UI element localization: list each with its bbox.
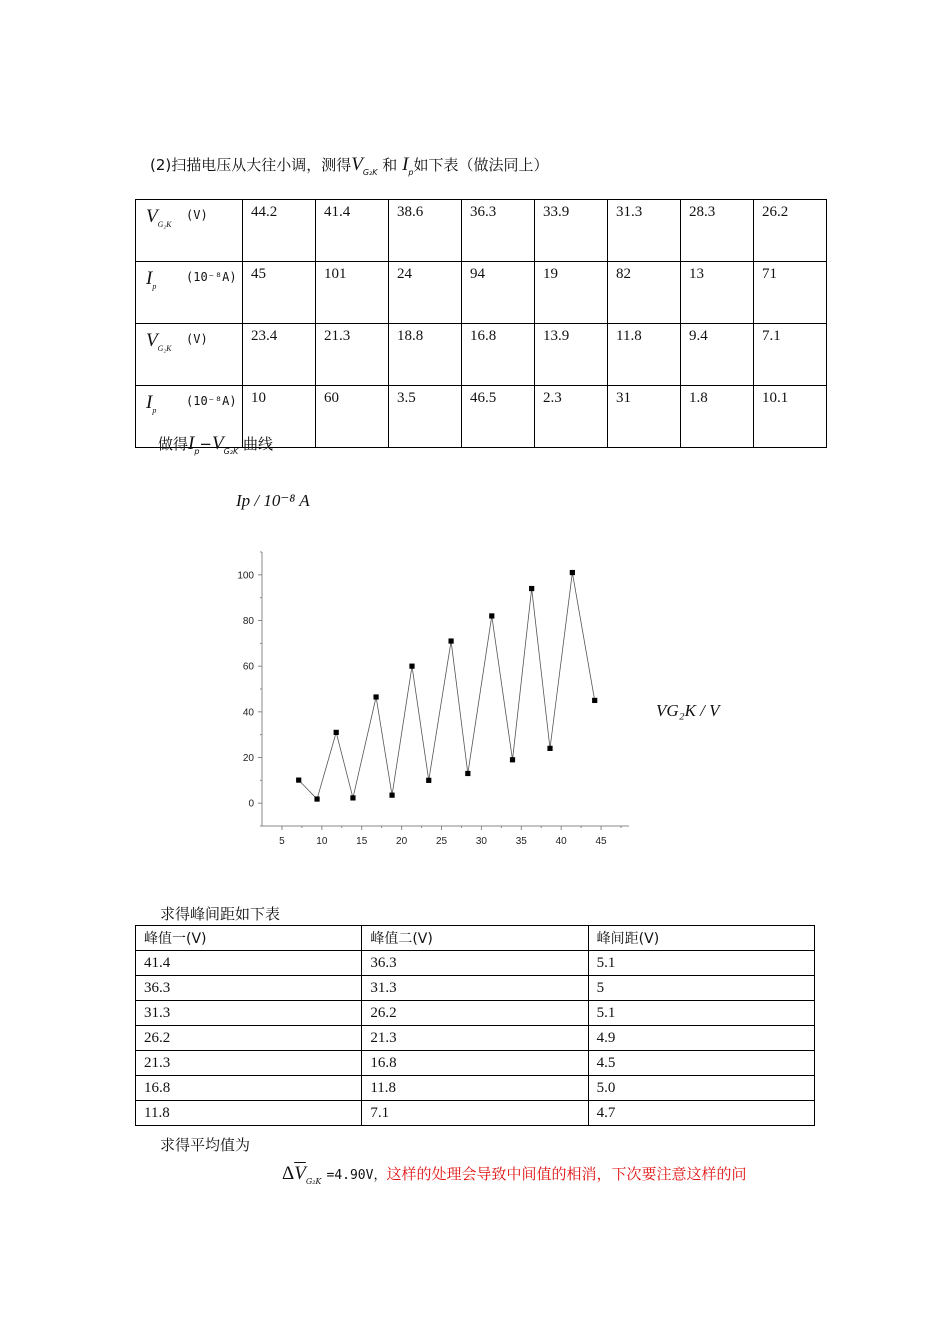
table-cell: 26.2 — [362, 1001, 588, 1026]
y-tick-label: 40 — [242, 707, 254, 719]
x-tick-label: 30 — [475, 836, 487, 847]
table-cell: 101 — [316, 262, 389, 324]
average-v-sub: G₂K — [305, 1177, 322, 1186]
y-tick-label: 100 — [237, 570, 254, 582]
table-cell: 45 — [243, 262, 316, 324]
data-point — [448, 638, 453, 643]
table-row — [136, 1026, 815, 1051]
table-cell: 13.9 — [535, 324, 608, 386]
curve-caption-prefix: 做得 — [158, 435, 189, 453]
intro-prefix: (2)扫描电压从大往小调，测得 — [150, 156, 352, 174]
table-cell: 1.8 — [681, 386, 754, 448]
table-cell: 11.8 — [608, 324, 681, 386]
data-point — [350, 795, 355, 800]
table-row — [136, 1001, 815, 1026]
data-point — [409, 664, 414, 669]
y-tick-label: 20 — [242, 753, 254, 764]
table-cell: 11.8 — [136, 1101, 362, 1126]
table-cell: 36.3 — [362, 951, 588, 976]
x-tick-label: 15 — [356, 836, 368, 847]
table-cell: 16.8 — [462, 324, 535, 386]
table-cell: 19 — [535, 262, 608, 324]
x-tick-label: 5 — [279, 836, 285, 847]
curve-i-symbol: I — [188, 433, 195, 454]
data-point — [489, 613, 494, 618]
table-cell: 26.2 — [754, 200, 827, 262]
table-cell: 10.1 — [754, 386, 827, 448]
intro-suffix: 如下表（做法同上） — [413, 156, 549, 174]
average-caption: 求得平均值为 — [160, 1136, 251, 1154]
table-row — [136, 951, 815, 976]
average-v-symbol: $\overline{V}$ — [294, 1163, 306, 1184]
table-cell: 31.3 — [136, 1001, 362, 1026]
data-point — [529, 586, 534, 591]
table-cell: 38.6 — [389, 200, 462, 262]
average-line — [282, 1163, 746, 1185]
table-cell: 7.1 — [754, 324, 827, 386]
data-point — [334, 730, 339, 735]
data-point — [592, 698, 597, 703]
data-point — [314, 796, 319, 801]
intro-v-symbol: V — [351, 154, 363, 175]
table-cell: 18.8 — [389, 324, 462, 386]
y-axis-label: Ip / 10⁻⁸ A — [236, 491, 310, 510]
table-cell: 82 — [608, 262, 681, 324]
data-point — [510, 757, 515, 762]
row-header: $I_p$ (10⁻⁸A) — [136, 386, 243, 448]
curve-i-sub: p — [194, 447, 200, 456]
table-cell: 21.3 — [136, 1051, 362, 1076]
curve-v-symbol: V — [212, 433, 224, 454]
y-tick-label: 80 — [242, 616, 254, 627]
intro-i-sub: p — [408, 168, 414, 177]
curve-v-sub: G₂K — [223, 447, 239, 456]
intro-and: 和 — [382, 156, 398, 174]
table-cell: 31 — [608, 386, 681, 448]
table-cell: 36.3 — [462, 200, 535, 262]
intro-v-sub: G₂K — [362, 168, 378, 177]
table-cell: 4.9 — [588, 1026, 814, 1051]
curve-caption-suffix: 曲线 — [243, 435, 274, 453]
row-header: $V_{G_2K}$ (V) — [136, 200, 243, 262]
table-cell: 16.8 — [362, 1051, 588, 1076]
peak-caption: 求得峰间距如下表 — [160, 905, 281, 923]
y-tick-label: 0 — [248, 798, 254, 810]
table-cell: 94 — [462, 262, 535, 324]
chart-series — [296, 570, 597, 802]
peak-table — [135, 925, 815, 1126]
table-cell: 13 — [681, 262, 754, 324]
intro-i-symbol: I — [402, 154, 409, 175]
table-cell: 71 — [754, 262, 827, 324]
row-header: $I_p$ (10⁻⁸A) — [136, 262, 243, 324]
x-tick-label: 45 — [595, 836, 607, 847]
table-cell: 41.4 — [136, 951, 362, 976]
curve-dash: − — [199, 435, 212, 453]
table-cell: 5.1 — [588, 1001, 814, 1026]
table-cell: 21.3 — [362, 1026, 588, 1051]
table-cell: 36.3 — [136, 976, 362, 1001]
average-value: =4.90V， — [326, 1168, 387, 1183]
table-cell: 44.2 — [243, 200, 316, 262]
table-cell: 10 — [243, 386, 316, 448]
x-axis-label: VG₂K / V — [656, 701, 720, 720]
table-cell: 33.9 — [535, 200, 608, 262]
chart-axes — [262, 552, 629, 826]
table-cell: 23.4 — [243, 324, 316, 386]
row-header: $V_{G_2K}$ (V) — [136, 324, 243, 386]
chart-ticks — [237, 552, 621, 847]
table-header-row — [136, 926, 815, 951]
table-cell: 5.1 — [588, 951, 814, 976]
data-point — [389, 793, 394, 798]
table-cell: 9.4 — [681, 324, 754, 386]
average-comment: 这样的处理会导致中间值的相消，下次要注意这样的问 — [386, 1165, 747, 1183]
x-tick-label: 10 — [316, 836, 328, 847]
delta-symbol: Δ — [282, 1163, 295, 1184]
data-point — [465, 771, 470, 776]
table-cell: 24 — [389, 262, 462, 324]
x-tick-label: 20 — [396, 836, 408, 847]
table-cell: 4.5 — [588, 1051, 814, 1076]
x-tick-label: 40 — [555, 836, 567, 847]
data-point — [373, 694, 378, 699]
column-header: 峰间距(V) — [588, 926, 814, 951]
table-cell: 28.3 — [681, 200, 754, 262]
column-header: 峰值二(V) — [362, 926, 588, 951]
table-row — [136, 1051, 815, 1076]
series-line — [299, 573, 595, 800]
table-cell: 11.8 — [362, 1076, 588, 1101]
y-tick-label: 60 — [242, 661, 254, 673]
table-cell: 31.3 — [362, 976, 588, 1001]
table-cell: 5 — [588, 976, 814, 1001]
table-cell: 21.3 — [316, 324, 389, 386]
table-cell: 46.5 — [462, 386, 535, 448]
table-cell: 3.5 — [389, 386, 462, 448]
data-point — [296, 778, 301, 783]
table-cell: 60 — [316, 386, 389, 448]
x-tick-label: 35 — [515, 836, 527, 847]
table-cell: 4.7 — [588, 1101, 814, 1126]
x-tick-label: 25 — [435, 836, 448, 847]
table-cell: 7.1 — [362, 1101, 588, 1126]
table-cell: 26.2 — [136, 1026, 362, 1051]
table-cell: 2.3 — [535, 386, 608, 448]
data-point — [570, 570, 575, 575]
column-header: 峰值一(V) — [136, 926, 362, 951]
table-cell: 41.4 — [316, 200, 389, 262]
table-row — [136, 1101, 815, 1126]
table-row — [136, 1076, 815, 1101]
table-row — [136, 976, 815, 1001]
table-cell: 16.8 — [136, 1076, 362, 1101]
table-cell: 5.0 — [588, 1076, 814, 1101]
table-cell: 31.3 — [608, 200, 681, 262]
data-point — [426, 778, 431, 783]
data-point — [547, 746, 552, 751]
